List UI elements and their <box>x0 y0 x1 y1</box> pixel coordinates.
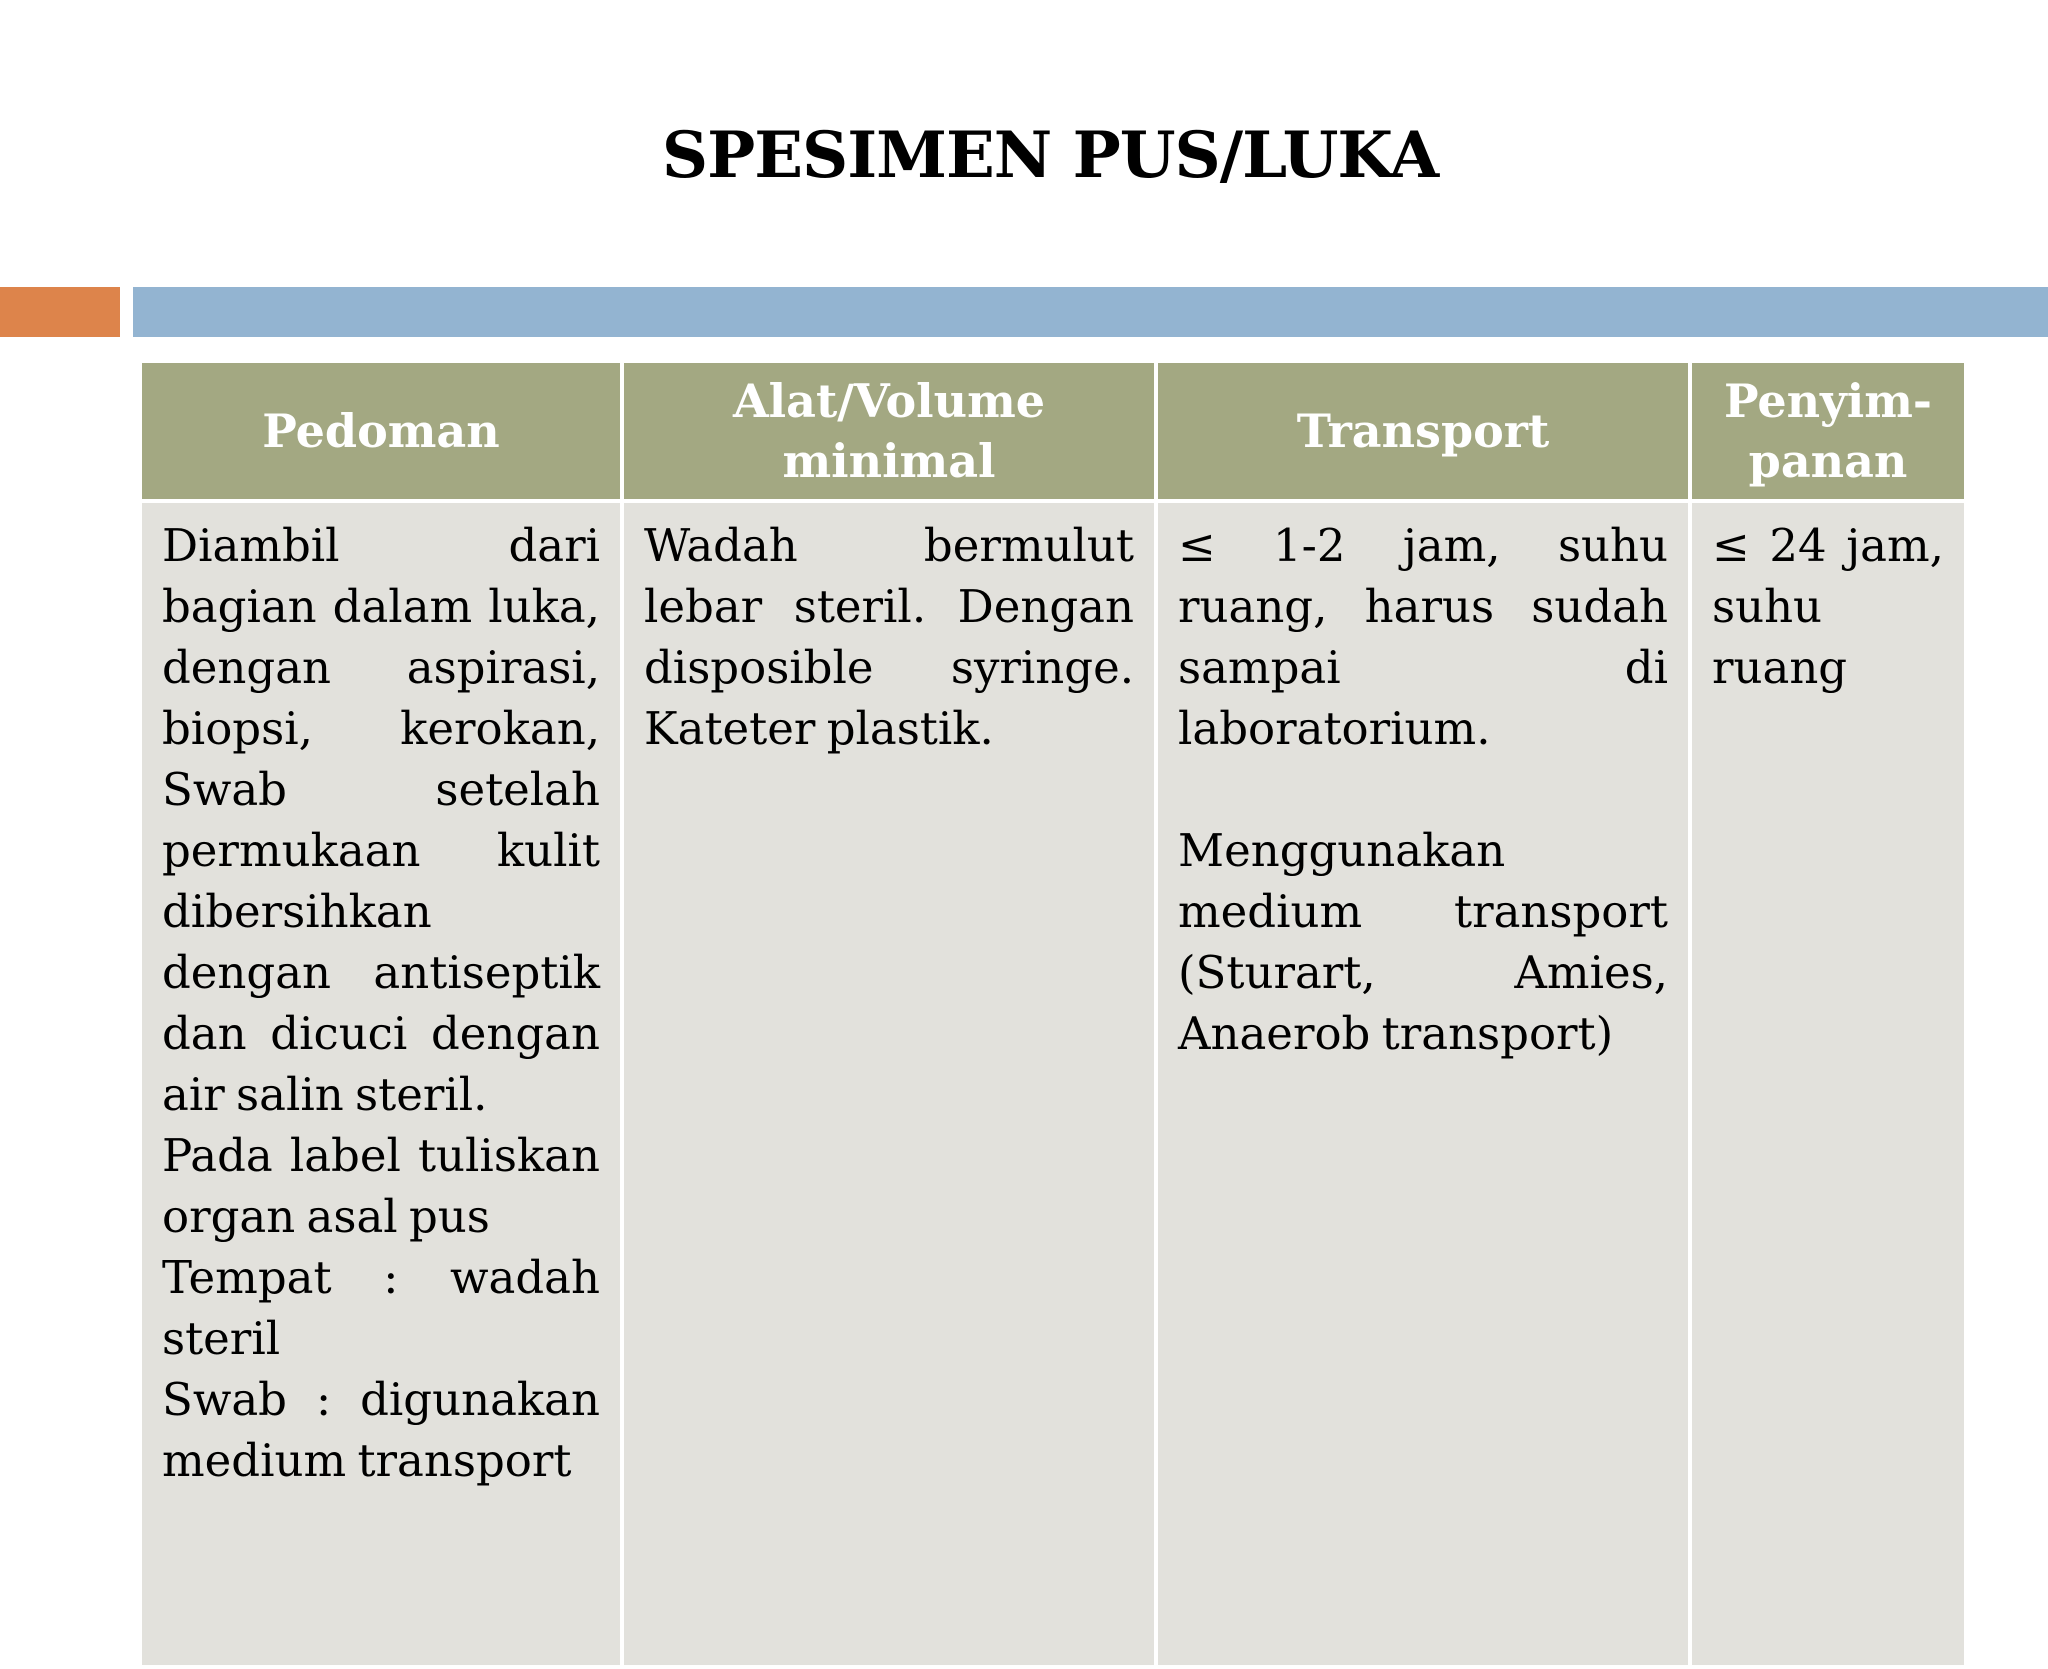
alat-volume-text: Wadah bermulut lebar steril. Dengan disposible syringe. Kateter plastik. <box>644 519 1134 755</box>
pedoman-label-text: Pada label tuliskan organ asal pus <box>162 1129 600 1243</box>
table-row <box>140 501 1966 1667</box>
pedoman-collection-text: Diambil dari bagian dalam luka, dengan aspirasi, biopsi, kerokan, Swab setelah permukaan kulit dibersihkan dengan antiseptik dan dicuci dengan air salin steril. <box>162 519 600 1121</box>
pedoman-container-text: Tempat : wadah steril <box>162 1251 600 1365</box>
header-alat-volume: Alat/Volume minimal <box>622 361 1156 501</box>
cell-transport <box>1156 501 1690 1667</box>
accent-bar-blue <box>133 287 2048 337</box>
transport-paragraph-gap <box>1178 759 1668 820</box>
cell-pedoman <box>140 501 622 1667</box>
pedoman-swab-text: Swab : digunakan medium transport <box>162 1373 600 1487</box>
header-penyimpanan: Penyim-panan <box>1690 361 1966 501</box>
header-transport: Transport <box>1156 361 1690 501</box>
penyimpanan-text: ≤ 24 jam, suhu ruang <box>1712 519 1944 694</box>
table-header-row <box>140 361 1966 501</box>
transport-medium-text: Menggunakan medium transport (Sturart, Amies, Anaerob transport) <box>1178 824 1668 1060</box>
cell-penyimpanan <box>1690 501 1966 1667</box>
header-pedoman: Pedoman <box>140 361 622 501</box>
accent-bar-orange <box>0 287 120 337</box>
slide-title: SPESIMEN PUS/LUKA <box>661 118 1439 193</box>
transport-time-text: ≤ 1-2 jam, suhu ruang, harus sudah sampai di laboratorium. <box>1178 519 1668 755</box>
specimen-table <box>138 359 1968 1669</box>
cell-alat-volume <box>622 501 1156 1667</box>
